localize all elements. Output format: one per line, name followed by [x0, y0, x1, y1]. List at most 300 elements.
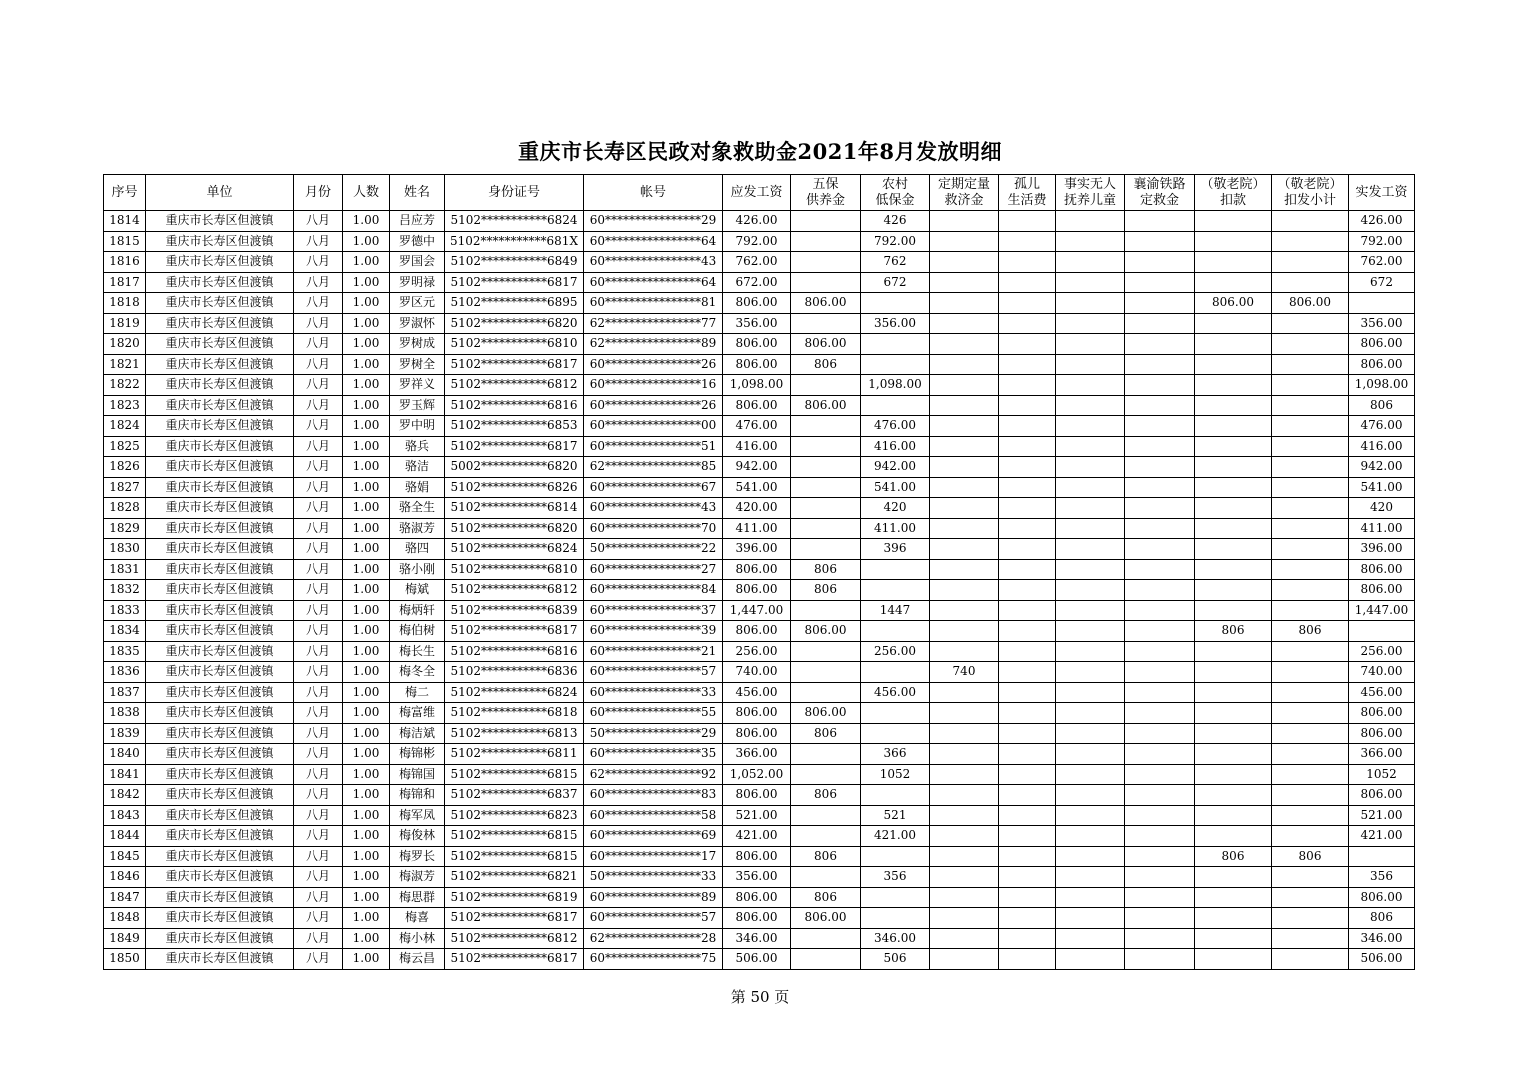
table-cell: 八月 — [294, 498, 343, 519]
table-cell: 942.00 — [1349, 457, 1415, 478]
table-cell — [1272, 641, 1349, 662]
table-cell: 672.00 — [723, 272, 791, 293]
table-row — [104, 785, 1415, 806]
table-cell: 792.00 — [1349, 231, 1415, 252]
table-cell: 1.00 — [343, 641, 390, 662]
table-cell: 806 — [1349, 395, 1415, 416]
table-row — [104, 662, 1415, 683]
table-cell — [1272, 867, 1349, 888]
table-cell: 1839 — [104, 723, 146, 744]
table-row — [104, 334, 1415, 355]
table-cell: 62****************89 — [584, 334, 723, 355]
table-cell: 骆全生 — [390, 498, 445, 519]
table-cell: 八月 — [294, 744, 343, 765]
table-cell: 740 — [930, 662, 999, 683]
table-cell — [930, 313, 999, 334]
table-cell: 1,447.00 — [1349, 600, 1415, 621]
table-cell — [791, 498, 861, 519]
table-cell: 八月 — [294, 949, 343, 970]
table-cell: 50****************33 — [584, 867, 723, 888]
table-cell: 1,447.00 — [723, 600, 791, 621]
table-cell — [1272, 375, 1349, 396]
table-cell: 806.00 — [1349, 354, 1415, 375]
table-cell: 411.00 — [723, 518, 791, 539]
table-cell — [1056, 580, 1125, 601]
table-cell: 60****************00 — [584, 416, 723, 437]
table-cell: 1.00 — [343, 662, 390, 683]
table-cell: 806.00 — [1272, 293, 1349, 314]
table-cell: 重庆市长寿区但渡镇 — [146, 416, 294, 437]
table-cell — [1195, 826, 1272, 847]
table-cell: 重庆市长寿区但渡镇 — [146, 211, 294, 232]
table-cell: 梅锦彬 — [390, 744, 445, 765]
table-cell — [999, 764, 1056, 785]
table-cell — [1272, 457, 1349, 478]
table-cell: 1.00 — [343, 785, 390, 806]
table-cell — [999, 313, 1056, 334]
table-cell: 罗树全 — [390, 354, 445, 375]
table-cell: 1.00 — [343, 703, 390, 724]
table-cell — [1272, 231, 1349, 252]
table-cell: 806.00 — [791, 621, 861, 642]
table-cell: 5102***********6817 — [445, 354, 584, 375]
table-cell — [1195, 477, 1272, 498]
table-cell: 5102***********6812 — [445, 375, 584, 396]
table-cell — [999, 539, 1056, 560]
table-cell: 806 — [1272, 621, 1349, 642]
table-cell: 重庆市长寿区但渡镇 — [146, 887, 294, 908]
table-cell — [861, 908, 930, 929]
table-cell: 1.00 — [343, 580, 390, 601]
table-cell: 重庆市长寿区但渡镇 — [146, 272, 294, 293]
table-cell — [1056, 600, 1125, 621]
column-header: 姓名 — [390, 175, 445, 211]
table-cell: 1.00 — [343, 498, 390, 519]
table-cell: 62****************85 — [584, 457, 723, 478]
table-cell: 1828 — [104, 498, 146, 519]
table-cell — [930, 826, 999, 847]
table-cell: 八月 — [294, 867, 343, 888]
table-cell: 吕应芳 — [390, 211, 445, 232]
table-cell — [791, 211, 861, 232]
table-cell — [1195, 785, 1272, 806]
table-row — [104, 621, 1415, 642]
table-cell: 骆小刚 — [390, 559, 445, 580]
table-cell: 重庆市长寿区但渡镇 — [146, 498, 294, 519]
table-cell — [1272, 805, 1349, 826]
table-cell — [930, 805, 999, 826]
table-cell — [791, 744, 861, 765]
table-cell: 426.00 — [723, 211, 791, 232]
table-cell: 806.00 — [791, 908, 861, 929]
table-cell: 60****************51 — [584, 436, 723, 457]
table-cell: 骆淑芳 — [390, 518, 445, 539]
table-cell: 梅冬全 — [390, 662, 445, 683]
table-cell — [1056, 887, 1125, 908]
table-cell: 梅锦和 — [390, 785, 445, 806]
table-cell: 1834 — [104, 621, 146, 642]
table-cell: 梅喜 — [390, 908, 445, 929]
table-cell: 421.00 — [861, 826, 930, 847]
table-cell — [1272, 764, 1349, 785]
table-cell — [1195, 744, 1272, 765]
table-cell: 重庆市长寿区但渡镇 — [146, 621, 294, 642]
table-cell: 806.00 — [1349, 703, 1415, 724]
table-cell — [999, 231, 1056, 252]
table-cell: 八月 — [294, 313, 343, 334]
table-cell: 806.00 — [1349, 334, 1415, 355]
table-cell — [1195, 580, 1272, 601]
table-cell: 1819 — [104, 313, 146, 334]
table-cell: 506 — [861, 949, 930, 970]
table-cell: 重庆市长寿区但渡镇 — [146, 252, 294, 273]
table-cell: 1.00 — [343, 457, 390, 478]
table-cell — [1195, 231, 1272, 252]
table-cell: 806.00 — [723, 354, 791, 375]
table-cell — [1056, 744, 1125, 765]
table-cell: 罗德中 — [390, 231, 445, 252]
table-cell — [930, 867, 999, 888]
table-cell: 806 — [1349, 908, 1415, 929]
table-cell: 1845 — [104, 846, 146, 867]
table-cell: 396 — [861, 539, 930, 560]
table-cell: 八月 — [294, 805, 343, 826]
table-cell — [1125, 477, 1195, 498]
table-cell — [1272, 252, 1349, 273]
table-cell — [1056, 539, 1125, 560]
table-cell: 1843 — [104, 805, 146, 826]
table-cell — [1272, 887, 1349, 908]
table-cell — [1056, 375, 1125, 396]
table-cell: 5102***********6836 — [445, 662, 584, 683]
table-cell — [930, 395, 999, 416]
table-cell — [791, 518, 861, 539]
table-cell: 八月 — [294, 826, 343, 847]
table-cell — [1272, 662, 1349, 683]
table-cell — [791, 600, 861, 621]
table-cell: 骆洁 — [390, 457, 445, 478]
table-cell: 1849 — [104, 928, 146, 949]
table-cell: 1.00 — [343, 334, 390, 355]
table-row — [104, 498, 1415, 519]
table-cell: 740.00 — [723, 662, 791, 683]
table-cell: 1.00 — [343, 375, 390, 396]
table-cell: 60****************89 — [584, 887, 723, 908]
table-cell: 八月 — [294, 211, 343, 232]
table-cell — [791, 662, 861, 683]
table-cell — [1195, 641, 1272, 662]
table-cell: 梅云昌 — [390, 949, 445, 970]
table-cell — [999, 252, 1056, 273]
table-cell — [930, 641, 999, 662]
table-cell — [1056, 518, 1125, 539]
table-cell: 梅伯树 — [390, 621, 445, 642]
table-cell: 1.00 — [343, 272, 390, 293]
table-cell — [999, 949, 1056, 970]
table-cell: 60****************37 — [584, 600, 723, 621]
table-cell: 重庆市长寿区但渡镇 — [146, 539, 294, 560]
table-cell — [861, 559, 930, 580]
table-cell: 八月 — [294, 334, 343, 355]
table-cell: 重庆市长寿区但渡镇 — [146, 559, 294, 580]
table-cell: 806.00 — [1349, 559, 1415, 580]
table-cell — [791, 867, 861, 888]
table-cell: 5102***********6814 — [445, 498, 584, 519]
table-cell — [999, 498, 1056, 519]
table-cell — [930, 744, 999, 765]
table-cell — [1125, 518, 1195, 539]
table-cell — [1349, 846, 1415, 867]
table-cell: 1.00 — [343, 293, 390, 314]
table-cell: 672 — [1349, 272, 1415, 293]
table-cell: 5102***********6819 — [445, 887, 584, 908]
table-cell: 1836 — [104, 662, 146, 683]
table-cell: 366 — [861, 744, 930, 765]
table-cell: 60****************57 — [584, 908, 723, 929]
table-cell — [791, 928, 861, 949]
table-cell: 重庆市长寿区但渡镇 — [146, 641, 294, 662]
table-cell — [1272, 436, 1349, 457]
table-cell: 5102***********6853 — [445, 416, 584, 437]
table-cell: 1.00 — [343, 539, 390, 560]
table-cell — [1272, 949, 1349, 970]
table-cell — [791, 252, 861, 273]
table-cell: 1846 — [104, 867, 146, 888]
table-cell — [999, 908, 1056, 929]
table-cell: 672 — [861, 272, 930, 293]
table-cell: 806 — [791, 354, 861, 375]
table-cell — [930, 416, 999, 437]
table-cell: 1.00 — [343, 949, 390, 970]
table-cell — [1195, 682, 1272, 703]
table-cell: 1817 — [104, 272, 146, 293]
table-row — [104, 908, 1415, 929]
table-cell: 重庆市长寿区但渡镇 — [146, 744, 294, 765]
table-row — [104, 293, 1415, 314]
column-header: 五保 供养金 — [791, 175, 861, 211]
table-row — [104, 211, 1415, 232]
table-cell — [999, 723, 1056, 744]
table-cell — [999, 518, 1056, 539]
table-cell: 5102***********6823 — [445, 805, 584, 826]
table-cell: 60****************21 — [584, 641, 723, 662]
table-cell — [1125, 641, 1195, 662]
table-cell — [791, 313, 861, 334]
table-cell — [1125, 826, 1195, 847]
table-cell: 60****************57 — [584, 662, 723, 683]
table-cell: 1825 — [104, 436, 146, 457]
table-row — [104, 723, 1415, 744]
table-cell: 356.00 — [723, 867, 791, 888]
table-row — [104, 518, 1415, 539]
table-cell: 5002***********6820 — [445, 457, 584, 478]
table-cell: 762.00 — [1349, 252, 1415, 273]
table-cell: 1.00 — [343, 559, 390, 580]
table-cell: 八月 — [294, 477, 343, 498]
column-header: 序号 — [104, 175, 146, 211]
table-cell: 806 — [791, 887, 861, 908]
table-cell: 1821 — [104, 354, 146, 375]
column-header: 帐号 — [584, 175, 723, 211]
table-cell — [1272, 518, 1349, 539]
table-cell: 5102***********6817 — [445, 272, 584, 293]
table-cell: 1.00 — [343, 313, 390, 334]
table-cell: 806.00 — [723, 580, 791, 601]
table-cell: 62****************28 — [584, 928, 723, 949]
table-cell: 重庆市长寿区但渡镇 — [146, 805, 294, 826]
table-cell: 60****************16 — [584, 375, 723, 396]
table-cell: 1.00 — [343, 211, 390, 232]
table-cell — [930, 703, 999, 724]
table-cell: 416.00 — [723, 436, 791, 457]
table-cell: 梅锦国 — [390, 764, 445, 785]
table-cell — [999, 477, 1056, 498]
table-cell — [930, 498, 999, 519]
table-cell — [1056, 498, 1125, 519]
table-cell — [930, 272, 999, 293]
table-cell — [1195, 395, 1272, 416]
table-cell — [1056, 621, 1125, 642]
table-cell: 5102***********6815 — [445, 846, 584, 867]
table-cell — [1125, 211, 1195, 232]
table-cell: 806.00 — [723, 703, 791, 724]
table-cell: 重庆市长寿区但渡镇 — [146, 908, 294, 929]
table-cell — [1125, 908, 1195, 929]
table-cell: 1814 — [104, 211, 146, 232]
table-cell — [930, 908, 999, 929]
table-cell — [1272, 313, 1349, 334]
table-cell — [1195, 559, 1272, 580]
table-cell: 八月 — [294, 395, 343, 416]
table-cell: 60****************17 — [584, 846, 723, 867]
table-cell: 1447 — [861, 600, 930, 621]
table-cell: 1842 — [104, 785, 146, 806]
table-cell: 重庆市长寿区但渡镇 — [146, 785, 294, 806]
table-cell: 476.00 — [1349, 416, 1415, 437]
table-cell — [1056, 928, 1125, 949]
table-cell: 1.00 — [343, 436, 390, 457]
table-cell: 1.00 — [343, 252, 390, 273]
table-cell — [1056, 457, 1125, 478]
table-cell: 762.00 — [723, 252, 791, 273]
table-cell — [791, 375, 861, 396]
table-cell — [1195, 949, 1272, 970]
table-cell: 梅罗长 — [390, 846, 445, 867]
table-cell — [999, 375, 1056, 396]
table-cell — [1056, 416, 1125, 437]
table-cell: 1,098.00 — [861, 375, 930, 396]
table-cell: 806 — [1272, 846, 1349, 867]
table-cell — [791, 682, 861, 703]
table-cell — [1125, 621, 1195, 642]
table-cell: 1.00 — [343, 600, 390, 621]
table-cell — [1349, 621, 1415, 642]
table-cell: 重庆市长寿区但渡镇 — [146, 231, 294, 252]
table-cell — [1195, 805, 1272, 826]
table-cell: 八月 — [294, 518, 343, 539]
table-cell: 521 — [861, 805, 930, 826]
table-cell — [1125, 662, 1195, 683]
table-cell: 重庆市长寿区但渡镇 — [146, 580, 294, 601]
table-cell — [1195, 272, 1272, 293]
table-cell: 罗祥义 — [390, 375, 445, 396]
table-cell: 八月 — [294, 662, 343, 683]
table-cell: 梅俊林 — [390, 826, 445, 847]
table-cell — [1272, 908, 1349, 929]
table-cell: 罗国会 — [390, 252, 445, 273]
table-cell — [1056, 211, 1125, 232]
table-cell: 806.00 — [1195, 293, 1272, 314]
table-cell — [861, 580, 930, 601]
table-cell — [930, 354, 999, 375]
table-cell — [1272, 928, 1349, 949]
table-cell — [1125, 436, 1195, 457]
table-cell: 5102***********6824 — [445, 682, 584, 703]
table-cell: 梅富维 — [390, 703, 445, 724]
table-cell — [1125, 580, 1195, 601]
table-cell: 806.00 — [723, 785, 791, 806]
table-cell: 1823 — [104, 395, 146, 416]
table-row — [104, 703, 1415, 724]
table-cell — [999, 662, 1056, 683]
table-cell: 256.00 — [723, 641, 791, 662]
table-cell: 八月 — [294, 559, 343, 580]
column-header: 孤儿 生活费 — [999, 175, 1056, 211]
table-cell — [1056, 436, 1125, 457]
table-cell: 1.00 — [343, 826, 390, 847]
table-cell: 1.00 — [343, 887, 390, 908]
table-cell: 806.00 — [723, 334, 791, 355]
table-cell — [1272, 703, 1349, 724]
table-cell — [861, 703, 930, 724]
table-cell — [1125, 334, 1195, 355]
table-cell: 806.00 — [723, 559, 791, 580]
table-cell: 346.00 — [723, 928, 791, 949]
table-cell: 420.00 — [723, 498, 791, 519]
table-cell: 806 — [791, 846, 861, 867]
table-cell: 456.00 — [861, 682, 930, 703]
table-row — [104, 477, 1415, 498]
table-cell: 1830 — [104, 539, 146, 560]
table-cell — [1195, 457, 1272, 478]
table-cell — [1125, 805, 1195, 826]
table-cell — [1125, 231, 1195, 252]
table-cell — [1272, 826, 1349, 847]
table-cell — [861, 621, 930, 642]
table-cell: 50****************29 — [584, 723, 723, 744]
table-cell — [1125, 354, 1195, 375]
table-cell: 1052 — [861, 764, 930, 785]
table-cell: 792.00 — [861, 231, 930, 252]
table-row — [104, 313, 1415, 334]
table-cell: 八月 — [294, 436, 343, 457]
table-cell — [930, 621, 999, 642]
table-cell: 806.00 — [791, 334, 861, 355]
table-cell — [930, 580, 999, 601]
table-cell: 356.00 — [861, 313, 930, 334]
table-cell: 5102***********6824 — [445, 211, 584, 232]
table-cell — [1125, 313, 1195, 334]
table-cell: 八月 — [294, 723, 343, 744]
table-cell — [861, 662, 930, 683]
table-cell: 60****************84 — [584, 580, 723, 601]
table-cell: 1850 — [104, 949, 146, 970]
table-cell: 5102***********6815 — [445, 764, 584, 785]
table-row — [104, 764, 1415, 785]
table-cell — [1272, 334, 1349, 355]
table-cell: 5102***********6820 — [445, 518, 584, 539]
table-cell: 5102***********681X — [445, 231, 584, 252]
